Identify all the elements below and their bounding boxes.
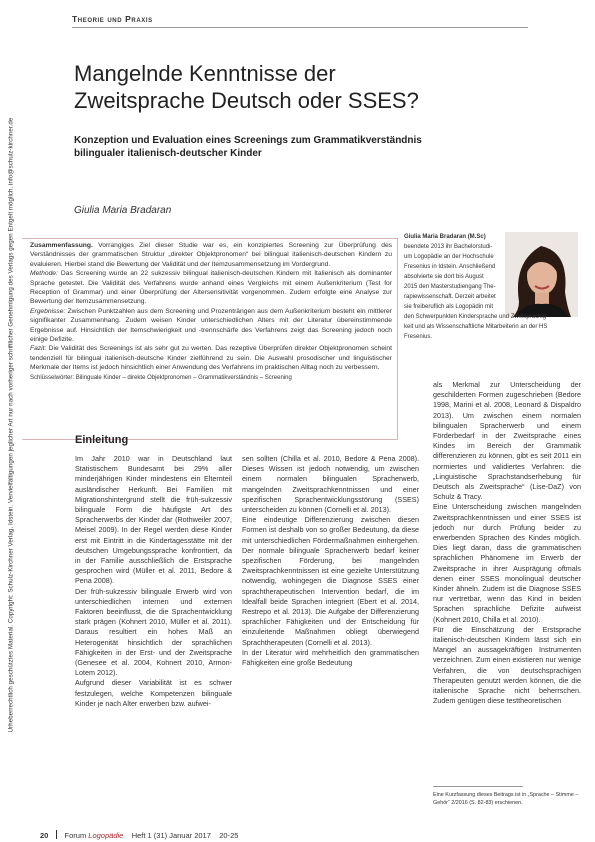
copyright-text: Urheberrechtlich geschütztes Material. Copyright: Schulz-Kirchner Verlag, Idstein. Vervielfältigungen jeglicher Art nur nach vorheriger schriftlicher Genehmigung des Verlags gegen Entgelt möglich. info@schulz-kirchner.de [7,117,15,733]
rubric-divider [72,27,528,28]
paragraph: Eine Unterscheidung zwischen mangelnden Zweitsprachkenntnissen und einer SSES ist jedoch nur durch Prüfung beider zu erwerbenden Sprachen des Kindes möglich. Dies liegt daran, dass die grammatischen sprachlichen Phänomene im Erwerb der Zweitsprache in ihrer Ausprägung oftmals denen einer SSES monolingual deutscher Kinder ähneln. Zudem ist die Diagnose SSES nur vertretbar, wenn das Kind in beiden Sprachen sprachliche Defizite aufweist (Kohnert 2010, Chilla et al. 2010). [433,502,581,624]
page-footer [40,830,238,840]
paragraph: Der früh-sukzessiv bilinguale Erwerb wird von unterschiedlichen internen und externen Faktoren beeinflusst, die die Sprachentwicklung stark prägen (Kohnert 2010, Müller et al. 2011). Daraus resultiert ein hohes Maß an Heterogenität hinsichtlich der sprachlichen Fähigkeiten in der Erst- und der Zweitsprache (Genesee et al. 2004, Kohnert 2010, Armon-Lotem 2012). [75,586,232,678]
results-label: Ergebnisse: [30,307,66,315]
paragraph: als Merkmal zur Unterscheidung der geschilderten Formen zugeschrieben (Bedore 1998, Marini et al. 2008, Leonard & Dispaldro 2013). Um zwischen einem normalen bilingualen Spracherwerb und einem Förderbedarf in der Zweitsprache eines Kindes im Bereich der Grammatik differenzieren zu können, gibt es seit 2011 ein normiertes und validiertes Verfahren: die „Linguistische Sprachstandserhebung für Deutsch als Zweitsprache“ (Lise-DaZ) von Schulz & Tracy. [433,380,581,502]
bio-line: absolvierte sie dort bis August [404,274,484,280]
bio-line: sie freiberuflich als Logopädin mit [404,304,494,310]
page-range: 20-25 [219,831,239,840]
keywords-label: Schlüsselwörter: [30,374,75,381]
summary-label: Zusammenfassung. [30,242,93,249]
bio-line: um Logopädie an der Hochschule [404,254,494,260]
abstract-summary: Zusammenfassung. Vorrangiges Ziel dieser Studie war es, ein konzipiertes Screening zur Überprüfung des Verständnisses der grammatischen Struktur „direkter Objektpronomen“ bei bilingual italienisch-deutschen Kindern zu evaluieren. Hierbei stand die Bewertung der Validität und der Itemzusammensetzung im Vordergrund. [30,242,393,268]
paragraph: Im Jahr 2010 war in Deutschland laut Statistischem Bundesamt bei 29% aller minderjährigen Kinder mindestens ein Elternteil ausländischer Herkunft. Bei Familien mit Migrationshintergrund stellt die früh-sukzessiv bilinguale Form die häufigste Art des Spracherwerbs der Kinder dar (Rothweiler 2007, Meisel 2009). In der Regel werden diese Kinder erst mit Eintritt in die Kindertagesstätte mit der deutschen Umgebungssprache konfrontiert, da in der Familie ausschließlich die Erstsprache gesprochen wird (Müller et al. 2011, Bedore & Pena 2008). [75,454,232,586]
footnote-divider [433,786,523,787]
subtitle-line-2: bilingualer italienisch-deutscher Kinder [74,148,262,159]
body-column-1 [75,454,232,709]
paragraph: sen sollten (Chilla et al. 2010, Bedore & Pena 2008). Dieses Wissen ist jedoch notwendig, um zwischen einem normalen bilingualen Spracherwerb, mangelnden Zweitsprachkenntnissen und einer spezifischen Sprachentwicklungsstörung (SSES) unterscheiden zu können (Cornelli et al. 2013). [242,454,419,515]
author-bio [404,232,579,342]
page-number: 20 [40,831,49,840]
title-line-2: Zweitsprache Deutsch oder SSES? [74,88,419,113]
paragraph: Eine eindeutige Differenzierung zwischen diesen Formen ist deshalb von so großer Bedeutung, da diese mit unterschiedlichen Fördermaßnahmen einhergehen. Der normale bilinguale Spracherwerb bedarf keiner spezifischen Förderung, bei mangelnden Zweitsprachkenntnissen ist eine gezielte Unterstützung notwendig, wohingegen die Diagnose SSES einer sprachtherapeutischen Intervention bedarf, die im Idealfall beide Sprachen integriert (Ebert et al. 2014, Restrepo et al. 2013). Die Aufgabe der Differenzierung sprachlicher Fähigkeiten und der Entscheidung für einzuleitende Maßnahmen obliegt überwiegend Sprachtherapeuten (Cornelli et al. 2013). [242,515,419,647]
paragraph: Aufgrund dieser Variabilität ist es schwer festzulegen, welche Kompetenzen bilinguale Kinder je nach Alter erwerben bzw. aufwei- [75,678,232,708]
abstract-results: Ergebnisse: Zwischen Punktzahlen aus dem Screening und Prozenträngen aus dem Außenkriterium besteht ein mittlerer signifikanter Zusammenhang. Zudem weisen Kinder unterschiedlichen Alters mit der Literatur übereinstimmende Ergebnisse auf. Hinsichtlich der Itemschwierigkeit und -trennschärfe des Verfahrens zeigt das Screening jedoch noch einige Defizite. [30,307,393,344]
issue-info: Heft 1 (31) Januar 2017 [131,831,211,840]
paragraph: In der Literatur wird mehrheitlich den grammatischen Fähigkeiten eine große Bedeutung [242,647,419,668]
bio-line: Giulia Maria Bradaran (M.Sc) [404,234,486,240]
title-line-1: Mangelnde Kenntnisse der [74,61,336,86]
bio-line: den Schwerpunkten Kindersprache und Zweisprachig- [404,314,549,320]
article-title [74,60,514,114]
subtitle-line-1: Konzeption und Evaluation eines Screenings zum Grammatikverständnis [74,135,422,146]
abstract-box [22,238,398,440]
body-column-3 [433,380,581,707]
conclusion-label: Fazit: [30,345,47,353]
methods-label: Methode: [30,270,58,278]
journal-name-forum: Forum [64,831,87,840]
author-name: Giulia Maria Bradaran [74,205,172,216]
section-rubric: Theorie und Praxis [72,14,153,24]
paragraph: Für die Einschätzung der Erstsprache italienisch-deutschen Kindern lässt sich ein Mangel an aussagekräftigen Instrumenten verzeichnen. Zum einen existieren nur wenige Verfahren, die von deutschsprachigen Therapeuten genutzt werden können, die die italienische Sprache nicht beherrschen. Zudem genügen diese testtheoretischen [433,624,581,706]
article-subtitle [74,134,514,160]
bio-line: beendete 2013 ihr Bachelorstudi- [404,244,493,250]
journal-name-logopaedie: Logopädie [88,831,124,840]
footer-divider [56,830,57,839]
abstract-conclusion: Fazit: Die Validität des Screenings ist als sehr gut zu werten. Das rezeptive Überprüfen direkter Objektpronomen scheint tendenziell für bilingual italienisch-deutsche Kinder zielführend zu sein. Die Auswahl prosodischer und linguistischer Merkmale der Items ist jedoch hinsichtlich einer Anwendung des Verfahrens im praktischen Alltag noch zu verbessern. [30,345,393,372]
bio-line: keit und als Wissenschaftliche Mitarbeiterin an der HS [404,324,548,330]
section-heading-intro: Einleitung [75,434,129,446]
bio-line: 2015 den Masterstudiengang The- [404,284,496,290]
abstract-keywords: Schlüsselwörter: Bilinguale Kinder – direkte Objektpronomen – Grammatikverständnis – Screening [30,374,292,381]
abstract-methods: Methode: Das Screening wurde an 22 sukzessiv bilingual italienisch-deutschen Kindern mit Italienisch als dominanter Sprache getestet. Die Validität des Verfahrens wurde anhand eines Vergleichs mit einem Außenkriterium (Test for Reception of Grammar) und einer Überprüfung der Altersensitivität vorgenommen. Zudem erfolgte eine Analyse zur Bewertung der Itemzusammensetzung. [30,270,392,306]
copyright-side-notice [3,30,19,820]
bio-line: rapiewissenschaft. Derzeit arbeitet [404,294,496,300]
bio-line: Fresenius. [404,334,433,340]
bio-line: Fresenius in Idstein. Anschließend [404,264,496,270]
body-column-2 [242,454,419,668]
footnote: Eine Kurzfassung dieses Beitrags ist in „Sprache – Stimme – Gehör“ 2/2016 (S. 82-83) erschienen. [433,792,579,806]
